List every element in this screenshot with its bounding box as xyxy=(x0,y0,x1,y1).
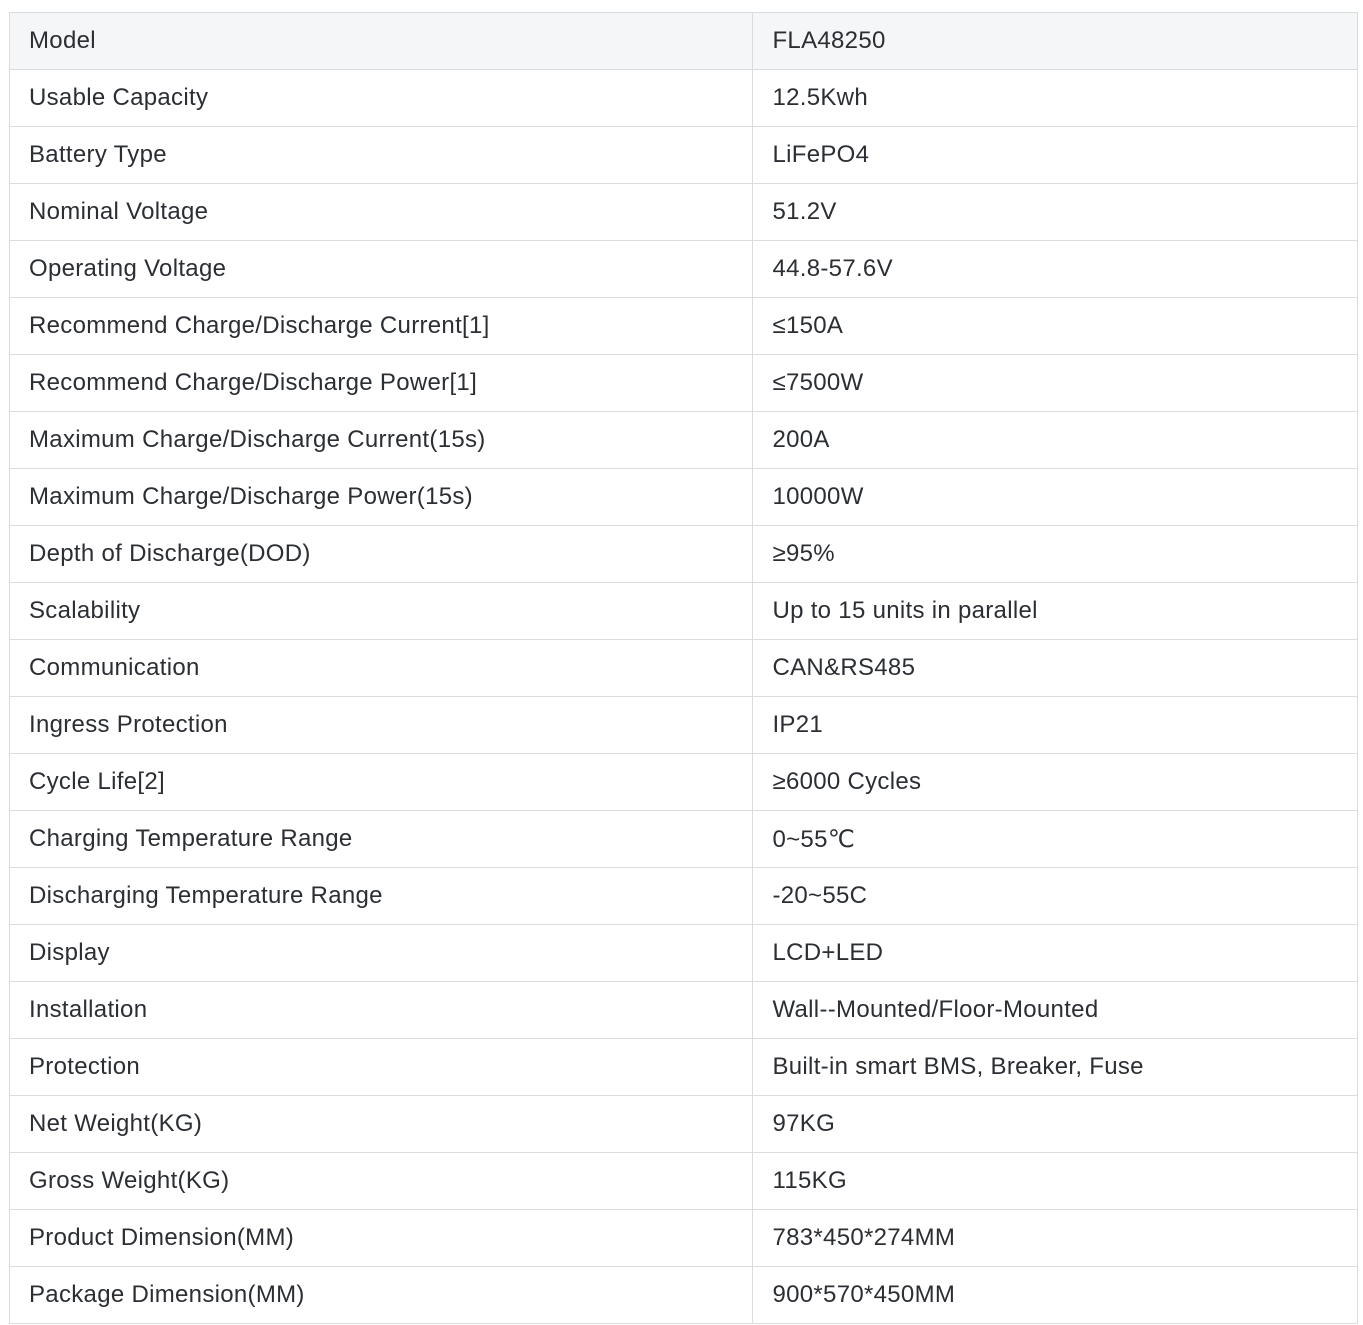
table-row xyxy=(10,1210,1358,1267)
spec-table xyxy=(9,12,1358,1324)
table-row xyxy=(10,127,1358,184)
spec-label: Installation xyxy=(10,982,753,1039)
table-row xyxy=(10,925,1358,982)
spec-label: Net Weight(KG) xyxy=(10,1096,753,1153)
spec-value: Wall--Mounted/Floor-Mounted xyxy=(753,982,1358,1039)
spec-label: Model xyxy=(10,13,753,70)
spec-label: Battery Type xyxy=(10,127,753,184)
table-row xyxy=(10,868,1358,925)
spec-label: Display xyxy=(10,925,753,982)
spec-value: Built-in smart BMS, Breaker, Fuse xyxy=(753,1039,1358,1096)
table-row xyxy=(10,412,1358,469)
table-row xyxy=(10,241,1358,298)
spec-value: ≥6000 Cycles xyxy=(753,754,1358,811)
table-row xyxy=(10,1039,1358,1096)
spec-value: ≥95% xyxy=(753,526,1358,583)
spec-label: Charging Temperature Range xyxy=(10,811,753,868)
spec-label: Protection xyxy=(10,1039,753,1096)
spec-label: Depth of Discharge(DOD) xyxy=(10,526,753,583)
table-row xyxy=(10,184,1358,241)
spec-value: CAN&RS485 xyxy=(753,640,1358,697)
table-row xyxy=(10,1153,1358,1210)
table-row xyxy=(10,355,1358,412)
table-row xyxy=(10,1096,1358,1153)
spec-label: Ingress Protection xyxy=(10,697,753,754)
spec-label: Scalability xyxy=(10,583,753,640)
spec-value: ≤7500W xyxy=(753,355,1358,412)
spec-value: 200A xyxy=(753,412,1358,469)
table-row xyxy=(10,640,1358,697)
spec-label: Nominal Voltage xyxy=(10,184,753,241)
spec-value: 51.2V xyxy=(753,184,1358,241)
spec-value: 115KG xyxy=(753,1153,1358,1210)
spec-label: Package Dimension(MM) xyxy=(10,1267,753,1324)
table-row xyxy=(10,697,1358,754)
table-row xyxy=(10,70,1358,127)
table-row xyxy=(10,982,1358,1039)
spec-value: FLA48250 xyxy=(753,13,1358,70)
table-row xyxy=(10,298,1358,355)
spec-label: Maximum Charge/Discharge Current(15s) xyxy=(10,412,753,469)
table-row xyxy=(10,1267,1358,1324)
spec-value: 12.5Kwh xyxy=(753,70,1358,127)
spec-label: Recommend Charge/Discharge Power[1] xyxy=(10,355,753,412)
table-row xyxy=(10,754,1358,811)
spec-value: LCD+LED xyxy=(753,925,1358,982)
table-row xyxy=(10,583,1358,640)
spec-value: Up to 15 units in parallel xyxy=(753,583,1358,640)
spec-value: IP21 xyxy=(753,697,1358,754)
spec-value: 0~55℃ xyxy=(753,811,1358,868)
spec-label: Usable Capacity xyxy=(10,70,753,127)
spec-value: 783*450*274MM xyxy=(753,1210,1358,1267)
table-row xyxy=(10,526,1358,583)
spec-value: 97KG xyxy=(753,1096,1358,1153)
spec-value: ≤150A xyxy=(753,298,1358,355)
spec-label: Gross Weight(KG) xyxy=(10,1153,753,1210)
table-row xyxy=(10,469,1358,526)
spec-label: Communication xyxy=(10,640,753,697)
spec-label: Discharging Temperature Range xyxy=(10,868,753,925)
spec-value: 900*570*450MM xyxy=(753,1267,1358,1324)
spec-label: Product Dimension(MM) xyxy=(10,1210,753,1267)
spec-label: Operating Voltage xyxy=(10,241,753,298)
spec-value: 44.8-57.6V xyxy=(753,241,1358,298)
spec-value: 10000W xyxy=(753,469,1358,526)
spec-label: Maximum Charge/Discharge Power(15s) xyxy=(10,469,753,526)
spec-table-body xyxy=(10,13,1358,1324)
spec-label: Recommend Charge/Discharge Current[1] xyxy=(10,298,753,355)
spec-label: Cycle Life[2] xyxy=(10,754,753,811)
table-row xyxy=(10,13,1358,70)
table-row xyxy=(10,811,1358,868)
spec-value: -20~55C xyxy=(753,868,1358,925)
spec-value: LiFePO4 xyxy=(753,127,1358,184)
